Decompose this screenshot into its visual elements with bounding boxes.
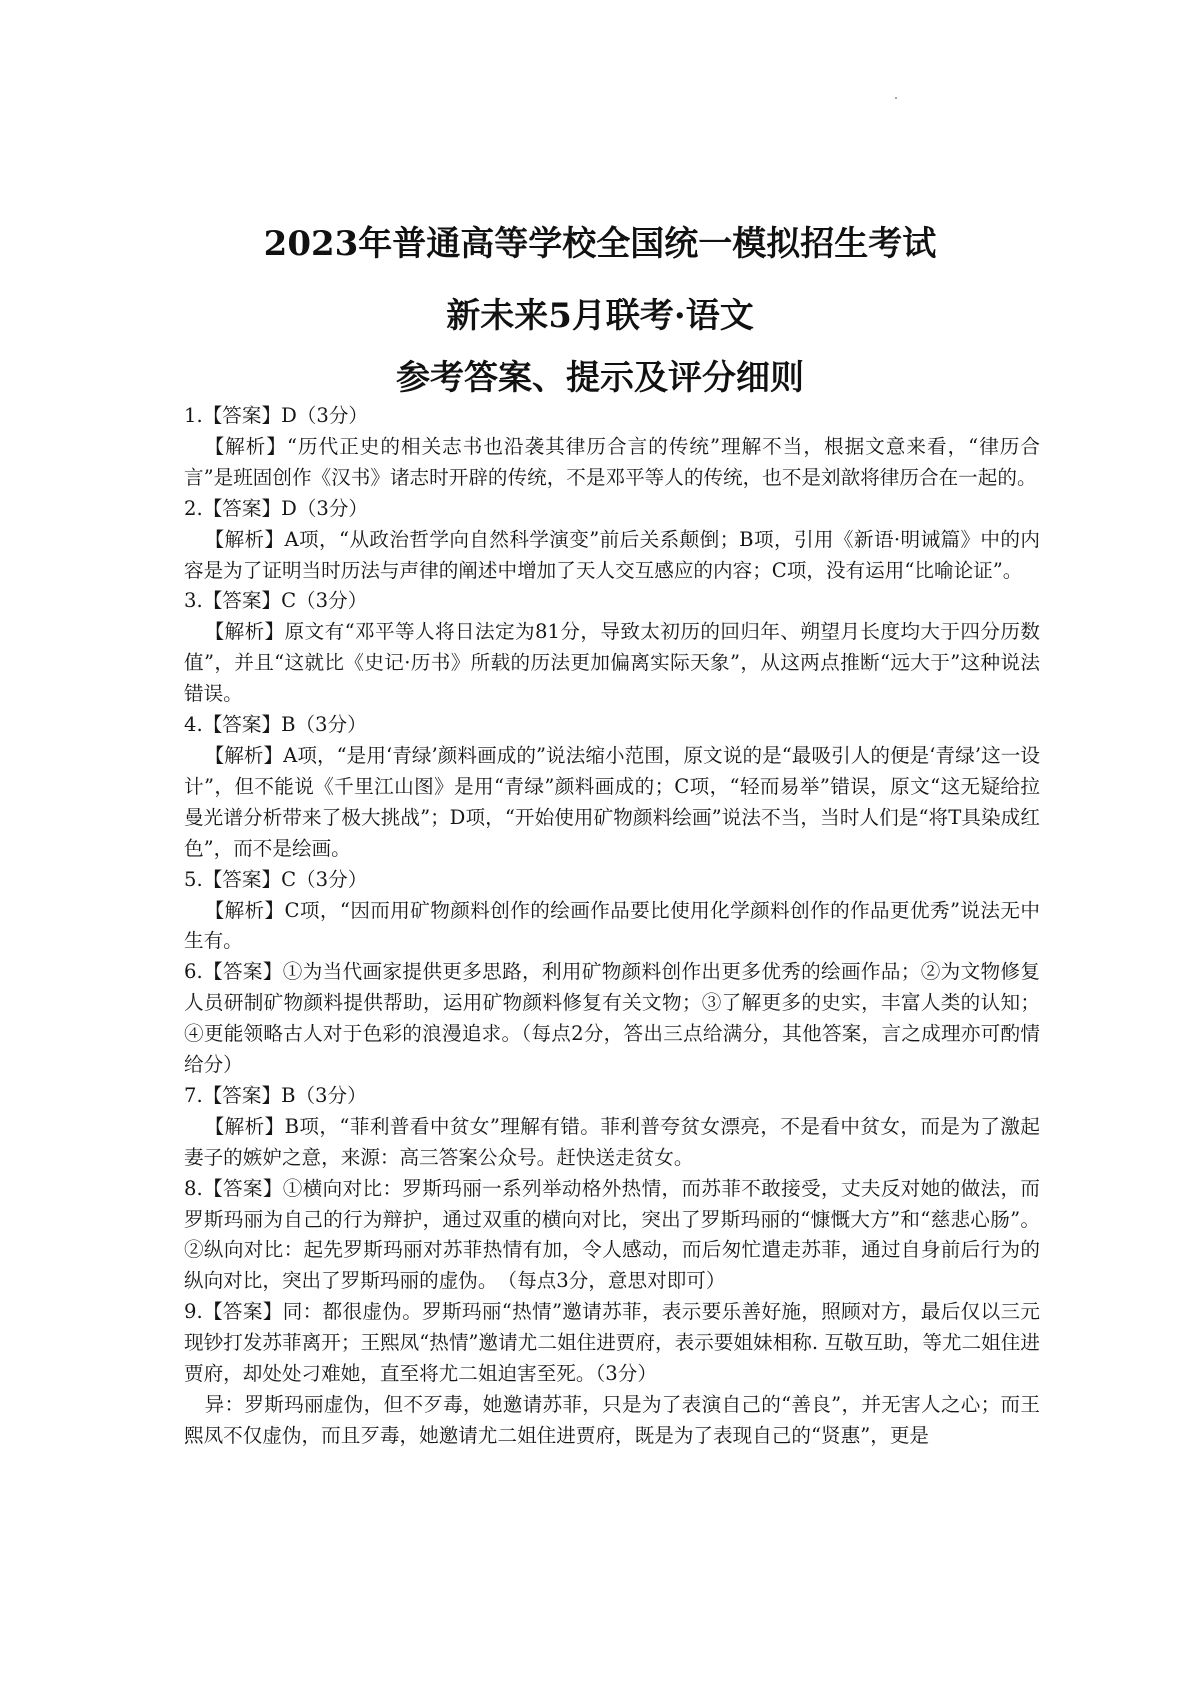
section-title: 参考答案、提示及评分细则	[396, 358, 804, 398]
explanation-9: 异：罗斯玛丽虚伪，但不歹毒，她邀请苏菲，只是为了表演自己的“善良”，并无害人之心；而王熙凤不仅虚伪，而且歹毒，她邀请尤二姐住进贾府，既是为了表现自己的“贤惠”，更是	[184, 1393, 1040, 1447]
scan-speck	[895, 97, 897, 99]
answer-9: 9.【答案】同：都很虚伪。罗斯玛丽“热情”邀请苏菲，表示要乐善好施，照顾对方，最后仅以三元现钞打发苏菲离开；王熙凤“热情”邀请尤二姐住进贾府，表示要姐妹相称. 互敬互助，等尤二姐住进贾府，却处处刁难她，直至将尤二姐迫害至死。（3分）	[184, 1300, 1040, 1386]
explanation-2: 【解析】A项，“从政治哲学向自然科学演变”前后关系颠倒；B项，引用《新语·明诫篇》中的内容是为了证明当时历法与声律的阐述中增加了天人交互感应的内容；C项，没有运用“比喻论证”。	[184, 527, 1040, 582]
explanation-4: 【解析】A项，“是用‘青绿’颜料画成的”说法缩小范围，原文说的是“最吸引人的便是‘青绿’这一设计”，但不能说《千里江山图》是用“青绿”颜料画成的；C项，“轻而易举”错误，原文“这无疑给拉曼光谱分析带来了极大挑战”；D项，“开始使用矿物颜料绘画”说法不当，当时人们是“将T具染成红色”，而不是绘画。	[184, 743, 1040, 860]
exam-subtitle: 新未来5月联考·语文	[446, 296, 754, 336]
answer-3: 3.【答案】C（3分）	[184, 589, 368, 613]
answer-1: 1.【答案】D（3分）	[184, 404, 369, 427]
answer-2: 2.【答案】D（3分）	[184, 496, 369, 520]
answer-7: 7.【答案】B（3分）	[184, 1083, 367, 1107]
answer-5: 5.【答案】C（3分）	[184, 867, 368, 891]
explanation-7: 【解析】B项，“菲利普看中贫女”理解有错。菲利普夸贫女漂亮，不是看中贫女，而是为了激起妻子的嫉妒之意，来源：高三答案公众号。赶快送走贫女。	[184, 1114, 1040, 1169]
answer-list	[184, 401, 1040, 1452]
explanation-1: 【解析】“历代正史的相关志书也沿袭其律历合言的传统”理解不当，根据文意来看，“律历合言”是班固创作《汉书》诸志时开辟的传统，不是邓平等人的传统，也不是刘歆将律历合在一起的。	[184, 434, 1040, 489]
explanation-5: 【解析】C项，“因而用矿物颜料创作的绘画作品要比使用化学颜料创作的作品更优秀”说法无中生有。	[184, 898, 1040, 953]
answer-6: 6.【答案】①为当代画家提供更多思路，利用矿物颜料创作出更多优秀的绘画作品；②为文物修复人员研制矿物颜料提供帮助，运用矿物颜料修复有关文物；③了解更多的史实，丰富人类的认知；④更能领略古人对于色彩的浪漫追求。（每点2分，答出三点给满分，其他答案，言之成理亦可酌情给分）	[184, 960, 1040, 1077]
answer-4: 4.【答案】B（3分）	[184, 713, 367, 737]
exam-title: 2023年普通高等学校全国统一模拟招生考试	[263, 224, 937, 264]
answer-8: 8.【答案】①横向对比：罗斯玛丽一系列举动格外热情，而苏菲不敢接受，丈夫反对她的做法，而罗斯玛丽为自己的行为辩护，通过双重的横向对比，突出了罗斯玛丽的“慷慨大方”和“慈悲心肠”。②纵向对比：起先罗斯玛丽对苏菲热情有加，令人感动，而后匆忙遣走苏菲，通过自身前后行为的纵向对比，突出了罗斯玛丽的虚伪。 （每点3分，意思对即可）	[184, 1176, 1040, 1293]
explanation-3: 【解析】原文有“邓平等人将日法定为81分，导致太初历的回归年、朔望月长度均大于四分历数值”，并且“这就比《史记·历书》所载的历法更加偏离实际天象”，从这两点推断“远大于”这种说法错误。	[184, 620, 1040, 706]
